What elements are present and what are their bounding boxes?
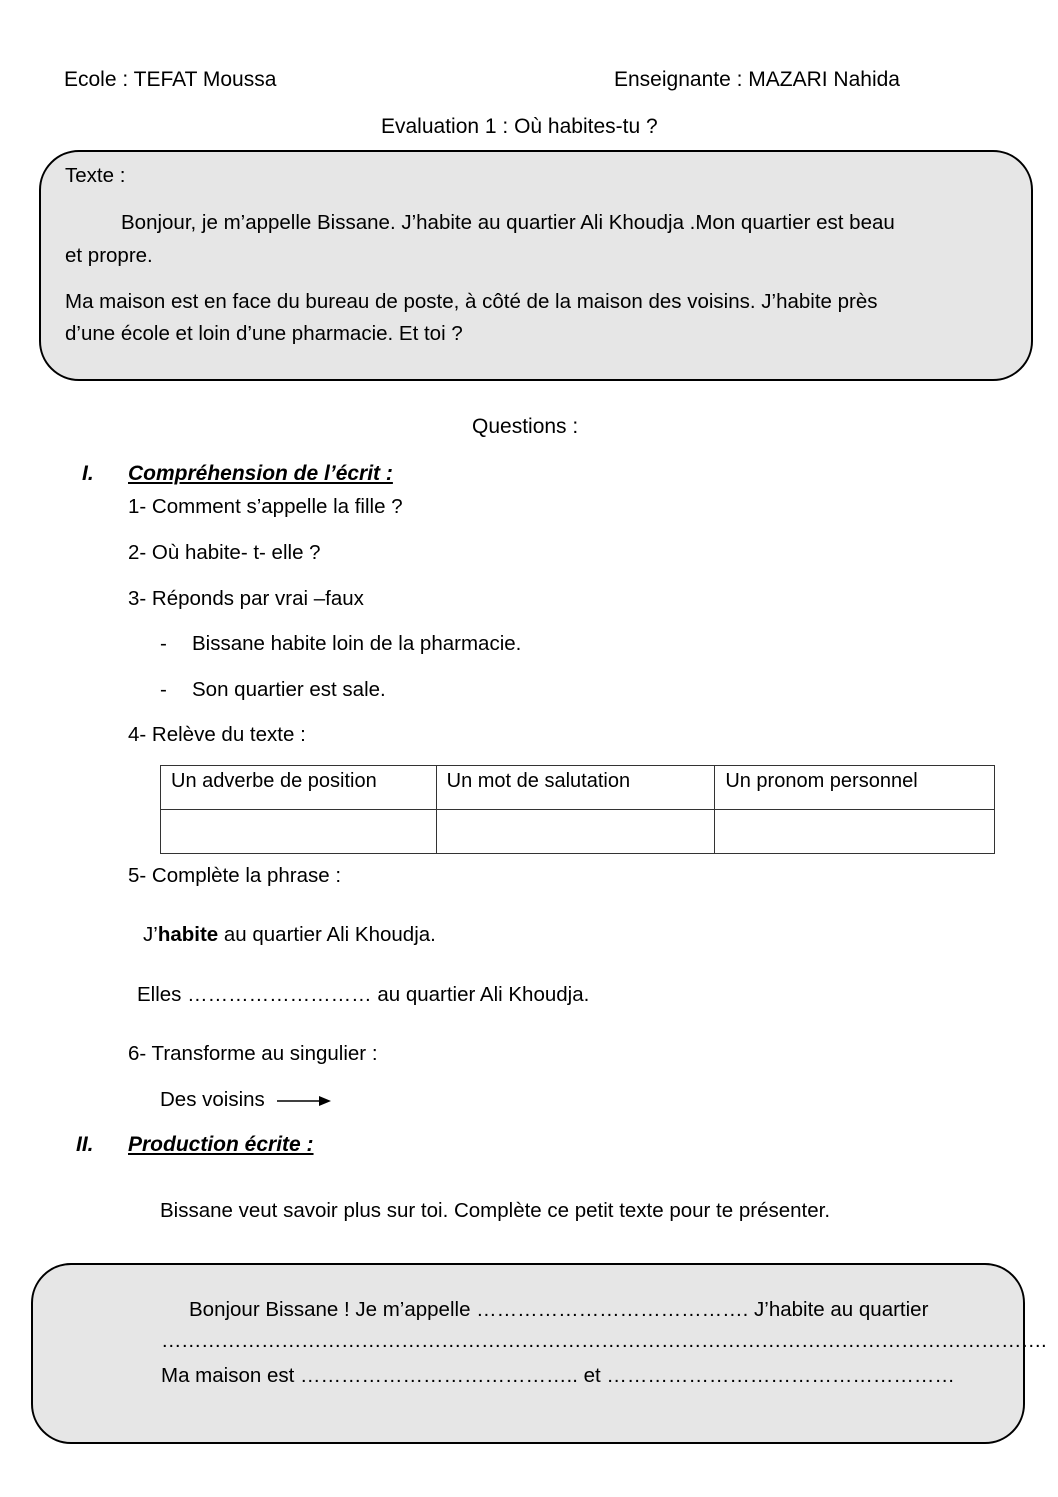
section-1-number: I. [82, 462, 94, 485]
table-header-cell: Un mot de salutation [436, 766, 715, 810]
true-false-item: Bissane habite loin de la pharmacie. [192, 632, 522, 655]
production-line-1[interactable]: Bonjour Bissane ! Je m’appelle …………………………………. J’habite au quartier [189, 1298, 929, 1321]
answer-cell-salutation[interactable] [436, 810, 715, 854]
example-verb: habite [157, 923, 219, 946]
table-header-cell: Un pronom personnel [715, 766, 995, 810]
question-6: 6- Transforme au singulier : [128, 1042, 378, 1065]
section-2-title: Production écrite : [128, 1133, 314, 1156]
teacher-name: Enseignante : MAZARI Nahida [614, 68, 900, 91]
true-false-item-dash: - [160, 632, 167, 655]
table-answer-row [161, 810, 995, 854]
production-line-2[interactable]: ……………………………………………………………………………………………………………………. [161, 1329, 1047, 1352]
question-3: 3- Réponds par vrai –faux [128, 587, 364, 610]
question-5-exercise: Elles ……………………… au quartier Ali Khoudja. [137, 983, 590, 1006]
section-2-number: II. [76, 1133, 94, 1156]
true-false-item-dash: - [160, 678, 167, 701]
answer-cell-adverbe[interactable] [161, 810, 437, 854]
text-paragraph-1-line-1: Bonjour, je m’appelle Bissane. J’habite au quartier Ali Khoudja .Mon quartier est beau [121, 211, 895, 234]
releve-table [160, 765, 995, 854]
table-header-cell: Un adverbe de position [161, 766, 437, 810]
question-1: 1- Comment s’appelle la fille ? [128, 495, 403, 518]
text-paragraph-1-line-2: et propre. [65, 244, 153, 267]
question-5: 5- Complète la phrase : [128, 864, 342, 887]
production-line-3[interactable]: Ma maison est ………………………………….. et …………………………………………… [161, 1364, 955, 1387]
table-header-row [161, 766, 995, 810]
text-label: Texte : [65, 164, 126, 187]
question-4: 4- Relève du texte : [128, 723, 306, 746]
school-name: Ecole : TEFAT Moussa [64, 68, 277, 91]
answer-cell-pronom[interactable] [715, 810, 995, 854]
question-5-example [143, 923, 436, 947]
arrow-right-icon [277, 1095, 331, 1107]
production-box [31, 1263, 1047, 1444]
text-paragraph-2-line-2: d’une école et loin d’une pharmacie. Et toi ? [65, 322, 463, 345]
page-title: Evaluation 1 : Où habites-tu ? [381, 115, 658, 138]
question-6-item [160, 1088, 331, 1112]
text-paragraph-2-line-1: Ma maison est en face du bureau de poste, à côté de la maison des voisins. J’habite près [65, 290, 878, 313]
example-suffix: au quartier Ali Khoudja. [218, 923, 436, 946]
section-1-title: Compréhension de l’écrit : [128, 462, 393, 485]
production-instruction: Bissane veut savoir plus sur toi. Complète ce petit texte pour te présenter. [160, 1199, 831, 1222]
true-false-item: Son quartier est sale. [192, 678, 386, 701]
question-6-item-text: Des voisins [160, 1088, 265, 1111]
question-2: 2- Où habite- t- elle ? [128, 541, 321, 564]
questions-heading: Questions : [472, 415, 579, 438]
reading-text-box [39, 150, 1033, 381]
example-prefix: J’ [143, 923, 158, 946]
